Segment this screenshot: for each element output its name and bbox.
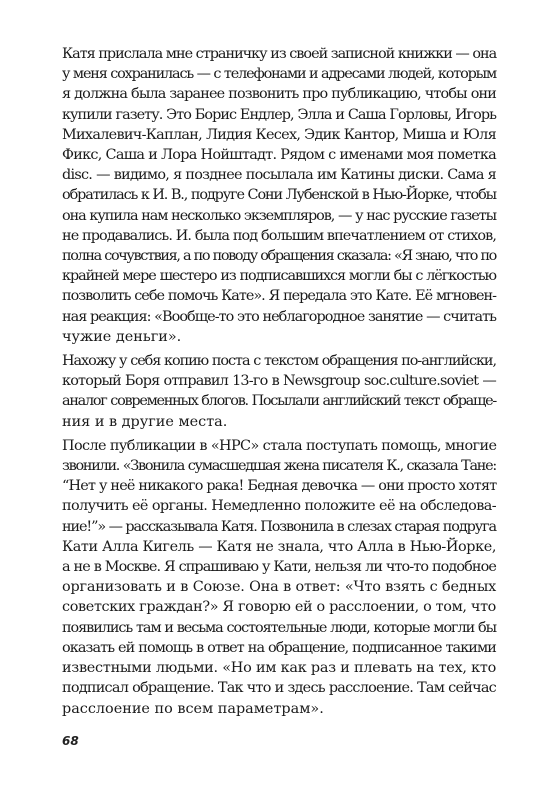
paragraph <box>62 44 496 347</box>
page-number: 68 <box>62 734 79 748</box>
paragraph <box>62 351 496 432</box>
text-line: ния и в другие места. <box>62 413 228 430</box>
text-line: оказать ей помощь в ответ на обращение, подписанное такими <box>62 639 496 656</box>
text-line: крайней мере шестеро из подписавшихся могли бы с лёгкостью <box>62 268 496 285</box>
text-line: она купила нам несколько экземпляров, — у нас русские газеты <box>62 207 496 224</box>
text-line: Катя прислала мне страничку из своей записной книжки — она <box>62 46 497 62</box>
text-line: я должна была заранее позвонить про публикацию, чтобы они <box>62 86 496 103</box>
paragraph <box>62 436 496 719</box>
text-line: обратилась к И. В., подруге Сони Лубенской в Нью-Йорке, чтобы <box>62 187 496 204</box>
page-body <box>62 44 496 723</box>
text-line: аналог современных блогов. Посылали английский текст обраще- <box>62 393 496 410</box>
text-line: чужие деньги». <box>62 328 182 345</box>
text-line: купили газету. Это Борис Ендлер, Элла и Саша Горловы, Игорь <box>62 106 496 123</box>
text-line: ная реакция: «Вообще-то это неблагородное занятие — считать <box>62 308 496 325</box>
text-line: Фикс, Саша и Лора Нойштадт. Рядом с именами моя пометка <box>62 147 496 164</box>
text-line: подписал обращение. Так что и здесь расслоение. Там сейчас <box>62 680 496 697</box>
text-line: звонили. «Звонила сумасшедшая жена писателя К., сказала Тане: <box>62 458 496 475</box>
text-line: Кати Алла Кигель — Катя не знала, что Алла в Нью-Йорке, <box>62 538 496 555</box>
text-line: получить её органы. Немедленно положите её на обследова- <box>62 498 496 515</box>
text-line: не продавались. И. была под большим впечатлением от стихов, <box>62 227 496 244</box>
text-line: а не в Москве. Я спрашиваю у Кати, нельзя ли что-то подобное <box>62 559 496 576</box>
text-line: Михалевич-Каплан, Лидия Кесех, Эдик Кантор, Миша и Юля <box>62 126 496 143</box>
text-line: “Нет у неё никакого рака! Бедная девочка — они просто хотят <box>62 478 497 495</box>
text-line: ние!”» — рассказывала Катя. Позвонила в слезах старая подруга <box>62 518 496 535</box>
text-line: появились там и весьма состоятельные люди, которые могли бы <box>62 619 496 636</box>
text-line: который Боря отправил 13-го в Newsgroup soc.culture.soviet — <box>62 373 496 390</box>
text-line: советских граждан?» Я говорю ей о расслоении, о том, что <box>62 599 496 616</box>
text-line: Нахожу у себя копию поста с текстом обращения по-английски, <box>62 353 496 370</box>
text-line: disc. — видимо, я позднее посылала им Катины диски. Сама я <box>62 167 496 184</box>
text-line: известными людьми. «Но им как раз и плевать на тех, кто <box>62 660 496 677</box>
text-line: у меня сохранилась — с телефонами и адресами людей, которым <box>62 66 496 83</box>
text-line: расслоение по всем параметрам». <box>62 700 324 717</box>
text-line: После публикации в «НРС» стала поступать помощь, многие <box>62 437 497 454</box>
text-line: полна сочувствия, а по поводу обращения сказала: «Я знаю, что по <box>62 248 496 265</box>
text-line: позволить себе помочь Кате». Я передала это Кате. Её мгновен- <box>62 288 496 305</box>
text-line: организовать и в Союзе. Она в ответ: «Что взять с бедных <box>62 579 496 596</box>
